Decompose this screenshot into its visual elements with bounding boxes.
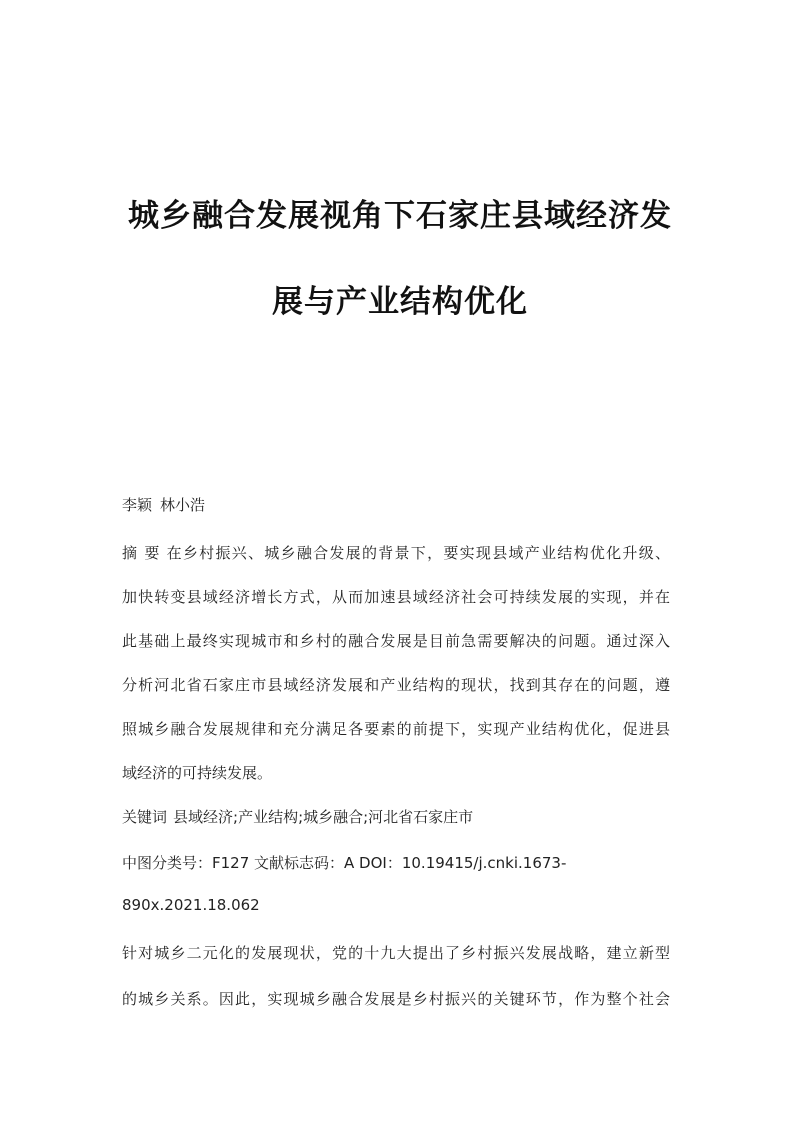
abstract-line: 加快转变县域经济增长方式，从而加速县域经济社会可持续发展的实现，并在 (122, 588, 670, 606)
abstract-line: 域经济的可持续发展。 (122, 764, 273, 782)
keywords-line (122, 806, 473, 827)
abstract-line: 分析河北省石家庄市县域经济发展和产业结构的现状，找到其存在的问题，遵 (122, 676, 670, 694)
classification-line: 890x.2021.18.062 (122, 896, 260, 914)
keywords-label: 关键词 (122, 808, 168, 826)
abstract-label: 摘 要 (122, 544, 161, 562)
abstract-text: 在乡村振兴、城乡融合发展的背景下，要实现县域产业结构优化升级、 (166, 544, 670, 562)
abstract-line: 此基础上最终实现城市和乡村的融合发展是目前急需要解决的问题。通过深入 (122, 632, 670, 650)
body-paragraph-line: 针对城乡二元化的发展现状，党的十九大提出了乡村振兴发展战略，建立新型 (122, 944, 670, 962)
body-paragraph-line: 的城乡关系。因此，实现城乡融合发展是乡村振兴的关键环节，作为整个社会 (122, 990, 670, 1008)
author-name: 林小浩 (160, 496, 206, 514)
author-name: 李颖 (122, 496, 153, 514)
title-line-1: 城乡融合发展视角下石家庄县域经济发 (128, 198, 672, 234)
title-line-2: 展与产业结构优化 (272, 284, 528, 320)
author-line (122, 494, 205, 515)
abstract-line: 照城乡融合发展规律和充分满足各要素的前提下，实现产业结构优化，促进县 (122, 720, 670, 738)
keywords-value: 县域经济;产业结构;城乡融合;河北省石家庄市 (173, 808, 474, 826)
abstract-line (122, 542, 670, 563)
classification-line: 中图分类号：F127 文献标志码：A DOI：10.19415/j.cnki.1673- (122, 854, 567, 872)
